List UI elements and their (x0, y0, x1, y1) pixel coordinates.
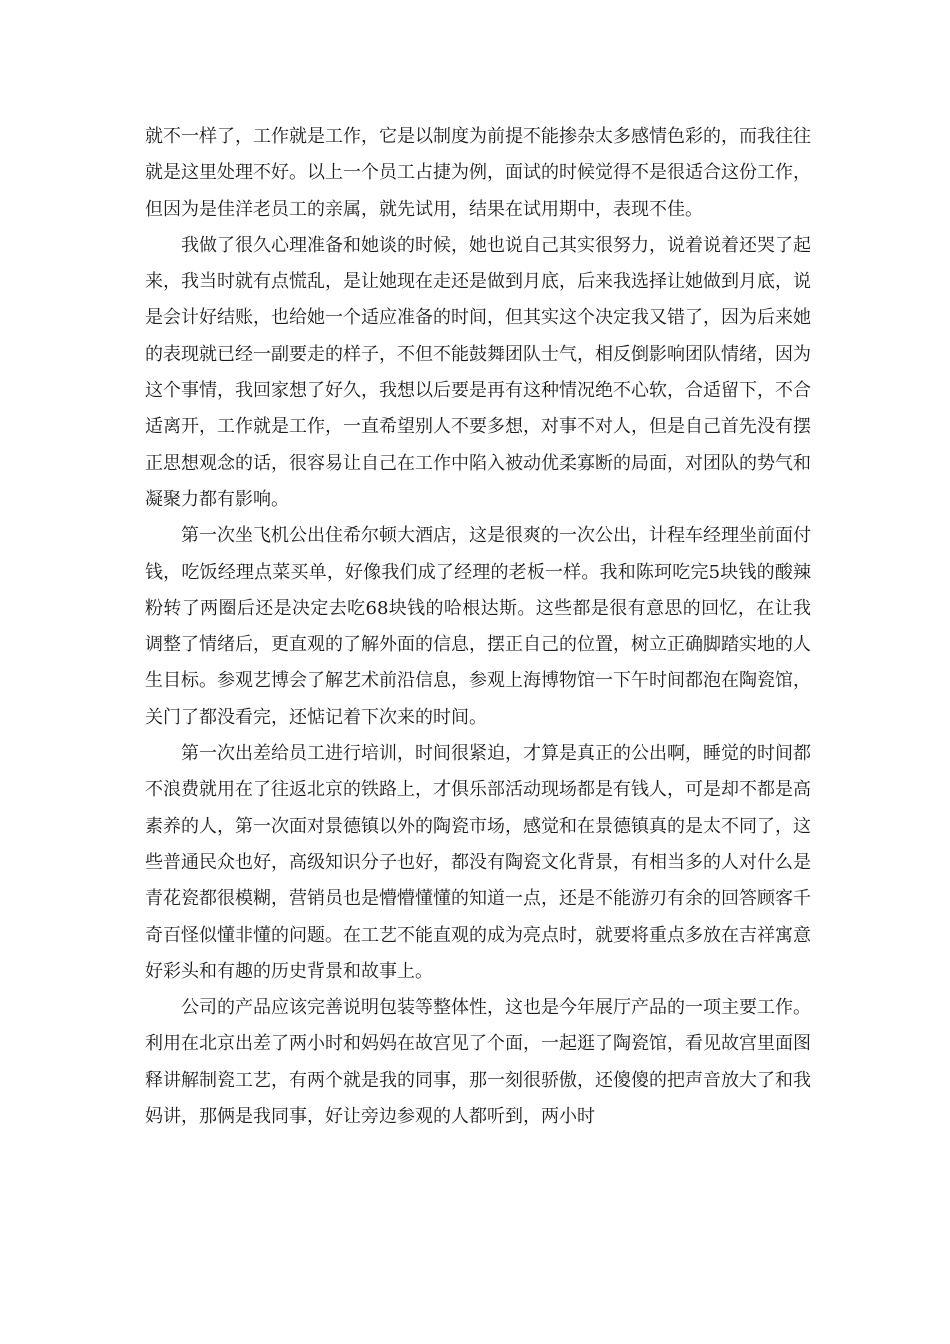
paragraph-first-training-trip: 第一次出差给员工进行培训，时间很紧迫，才算是真正的公出啊，睡觉的时间都不浪费就用在了往返北京的铁路上，才俱乐部活动现场都是有钱人，可是却不都是高素养的人，第一次面对景德镇以外的陶瓷市场，感觉和在景德镇真的是太不同了，这些普通民众也好，高级知识分子也好，都没有陶瓷文化背景，有相当多的人对什么是青花瓷都很模糊，营销员也是懵懵懂懂的知道一点，还是不能游刃有余的回答顾客千奇百怪似懂非懂的问题。在工艺不能直观的成为亮点时，就要将重点多放在吉祥寓意好彩头和有趣的历史背景和故事上。 (145, 743, 811, 982)
paragraph-first-flight: 第一次坐飞机公出住希尔顿大酒店，这是很爽的一次公出，计程车经理坐前面付钱，吃饭经理点菜买单，好像我们成了经理的老板一样。我和陈珂吃完5块钱的酸辣粉转了两圈后还是决定去吃68块钱的哈根达斯。这些都是很有意思的回忆，在让我调整了情绪后，更直观的了解外面的信息，摆正自己的位置，树立正确脚踏实地的人生目标。参观艺博会了解艺术前沿信息，参观上海博物馆一下午时间都泡在陶瓷馆，关门了都没看完，还惦记着下次来的时间。 (145, 525, 811, 728)
paragraph-product-packaging: 公司的产品应该完善说明包装等整体性，这也是今年展厅产品的一项主要工作。利用在北京出差了两小时和妈妈在故宫见了个面，一起逛了陶瓷馆，看见故宫里面图释讲解制瓷工艺，有两个就是我的同事，那一刻很骄傲，还傻傻的把声音放大了和我妈讲，那俩是我同事，好让旁边参观的人都听到，两小时 (145, 997, 811, 1128)
document-body (145, 119, 811, 1135)
paragraph-conversation: 我做了很久心理准备和她谈的时候，她也说自己其实很努力，说着说着还哭了起来，我当时就有点慌乱，是让她现在走还是做到月底，后来我选择让她做到月底，说是会计好结账，也给她一个适应准备的时间，但其实这个决定我又错了，因为后来她的表现就已经一副要走的样子，不但不能鼓舞团队士气，相反倒影响团队情绪，因为这个事情，我回家想了好久，我想以后要是再有这种情况绝不心软，合适留下，不合适离开，工作就是工作，一直希望别人不要多想，对事不对人，但是自己首先没有摆正思想观念的话，很容易让自己在工作中陷入被动优柔寡断的局面，对团队的势气和凝聚力都有影响。 (145, 234, 811, 510)
paragraph-continuation: 就不一样了，工作就是工作，它是以制度为前提不能掺杂太多感情色彩的，而我往往就是这里处理不好。以上一个员工占捷为例，面试的时候觉得不是很适合这份工作，但因为是佳洋老员工的亲属，就先试用，结果在试用期中，表现不佳。 (145, 126, 811, 220)
